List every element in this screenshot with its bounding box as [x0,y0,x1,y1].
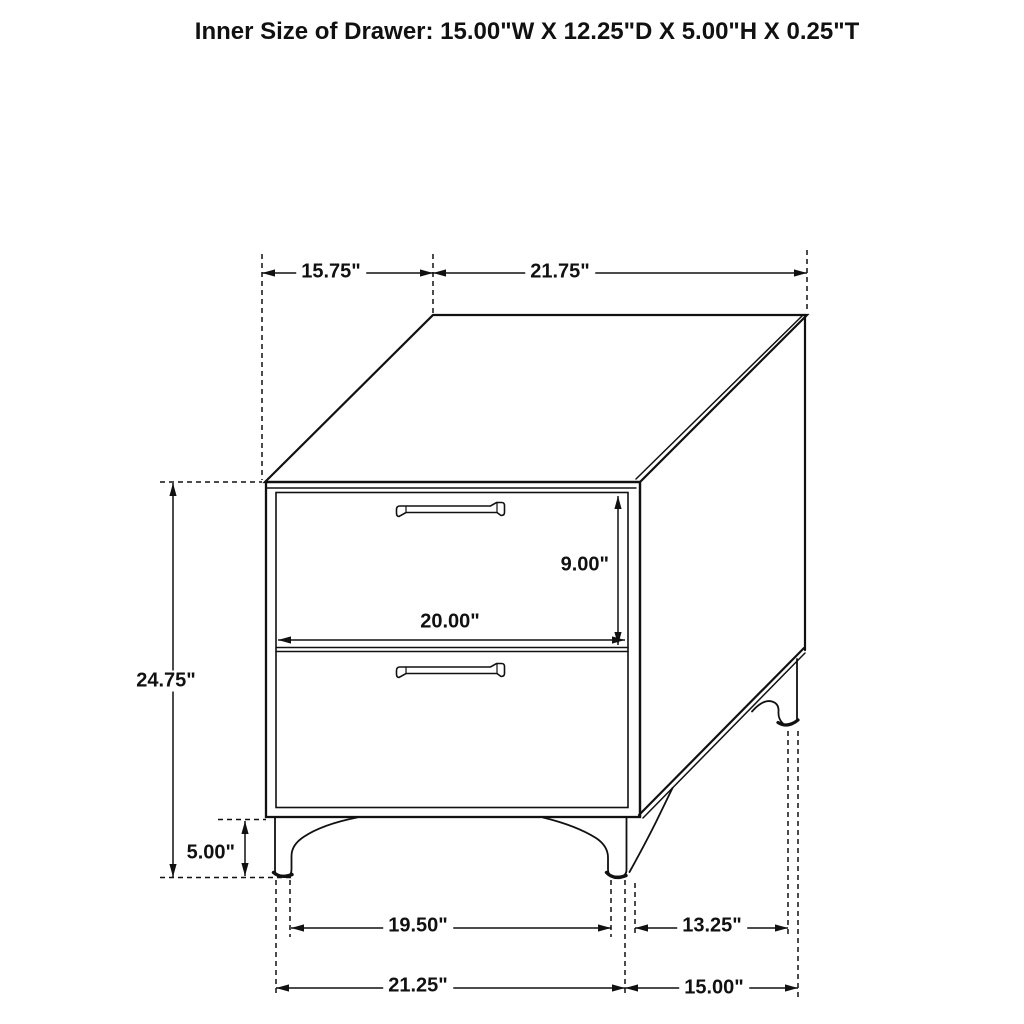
dim-label-side-feet-span: 13.25" [677,916,747,937]
dim-label-front-feet-span: 19.50" [383,916,453,937]
dim-label-top-depth: 15.75" [296,262,366,283]
dim-label-drawer-opening-height: 9.00" [560,553,609,576]
drawer-1-handle-icon [397,503,505,517]
dim-label-top-width: 21.75" [525,262,595,283]
dim-label-overall-height: 24.75" [131,671,201,692]
cabinet-front-face [266,482,640,817]
cabinet-side-panel [639,315,805,818]
dimension-lines [173,273,807,988]
dim-label-front-base-width: 21.25" [383,976,453,997]
dim-label-side-base-depth: 15.00" [679,978,749,999]
dim-label-leg-height: 5.00" [186,841,235,864]
drawer-2-handle-icon [397,664,505,678]
dim-label-drawer-opening-width: 20.00" [420,610,480,633]
cabinet [265,315,807,877]
front-left-leg [274,818,358,877]
cabinet-top-face [265,315,807,482]
back-right-leg [752,659,798,725]
diagram-title: Inner Size of Drawer: 15.00"W X 12.25"D X 5.00"H X 0.25"T [194,18,860,45]
